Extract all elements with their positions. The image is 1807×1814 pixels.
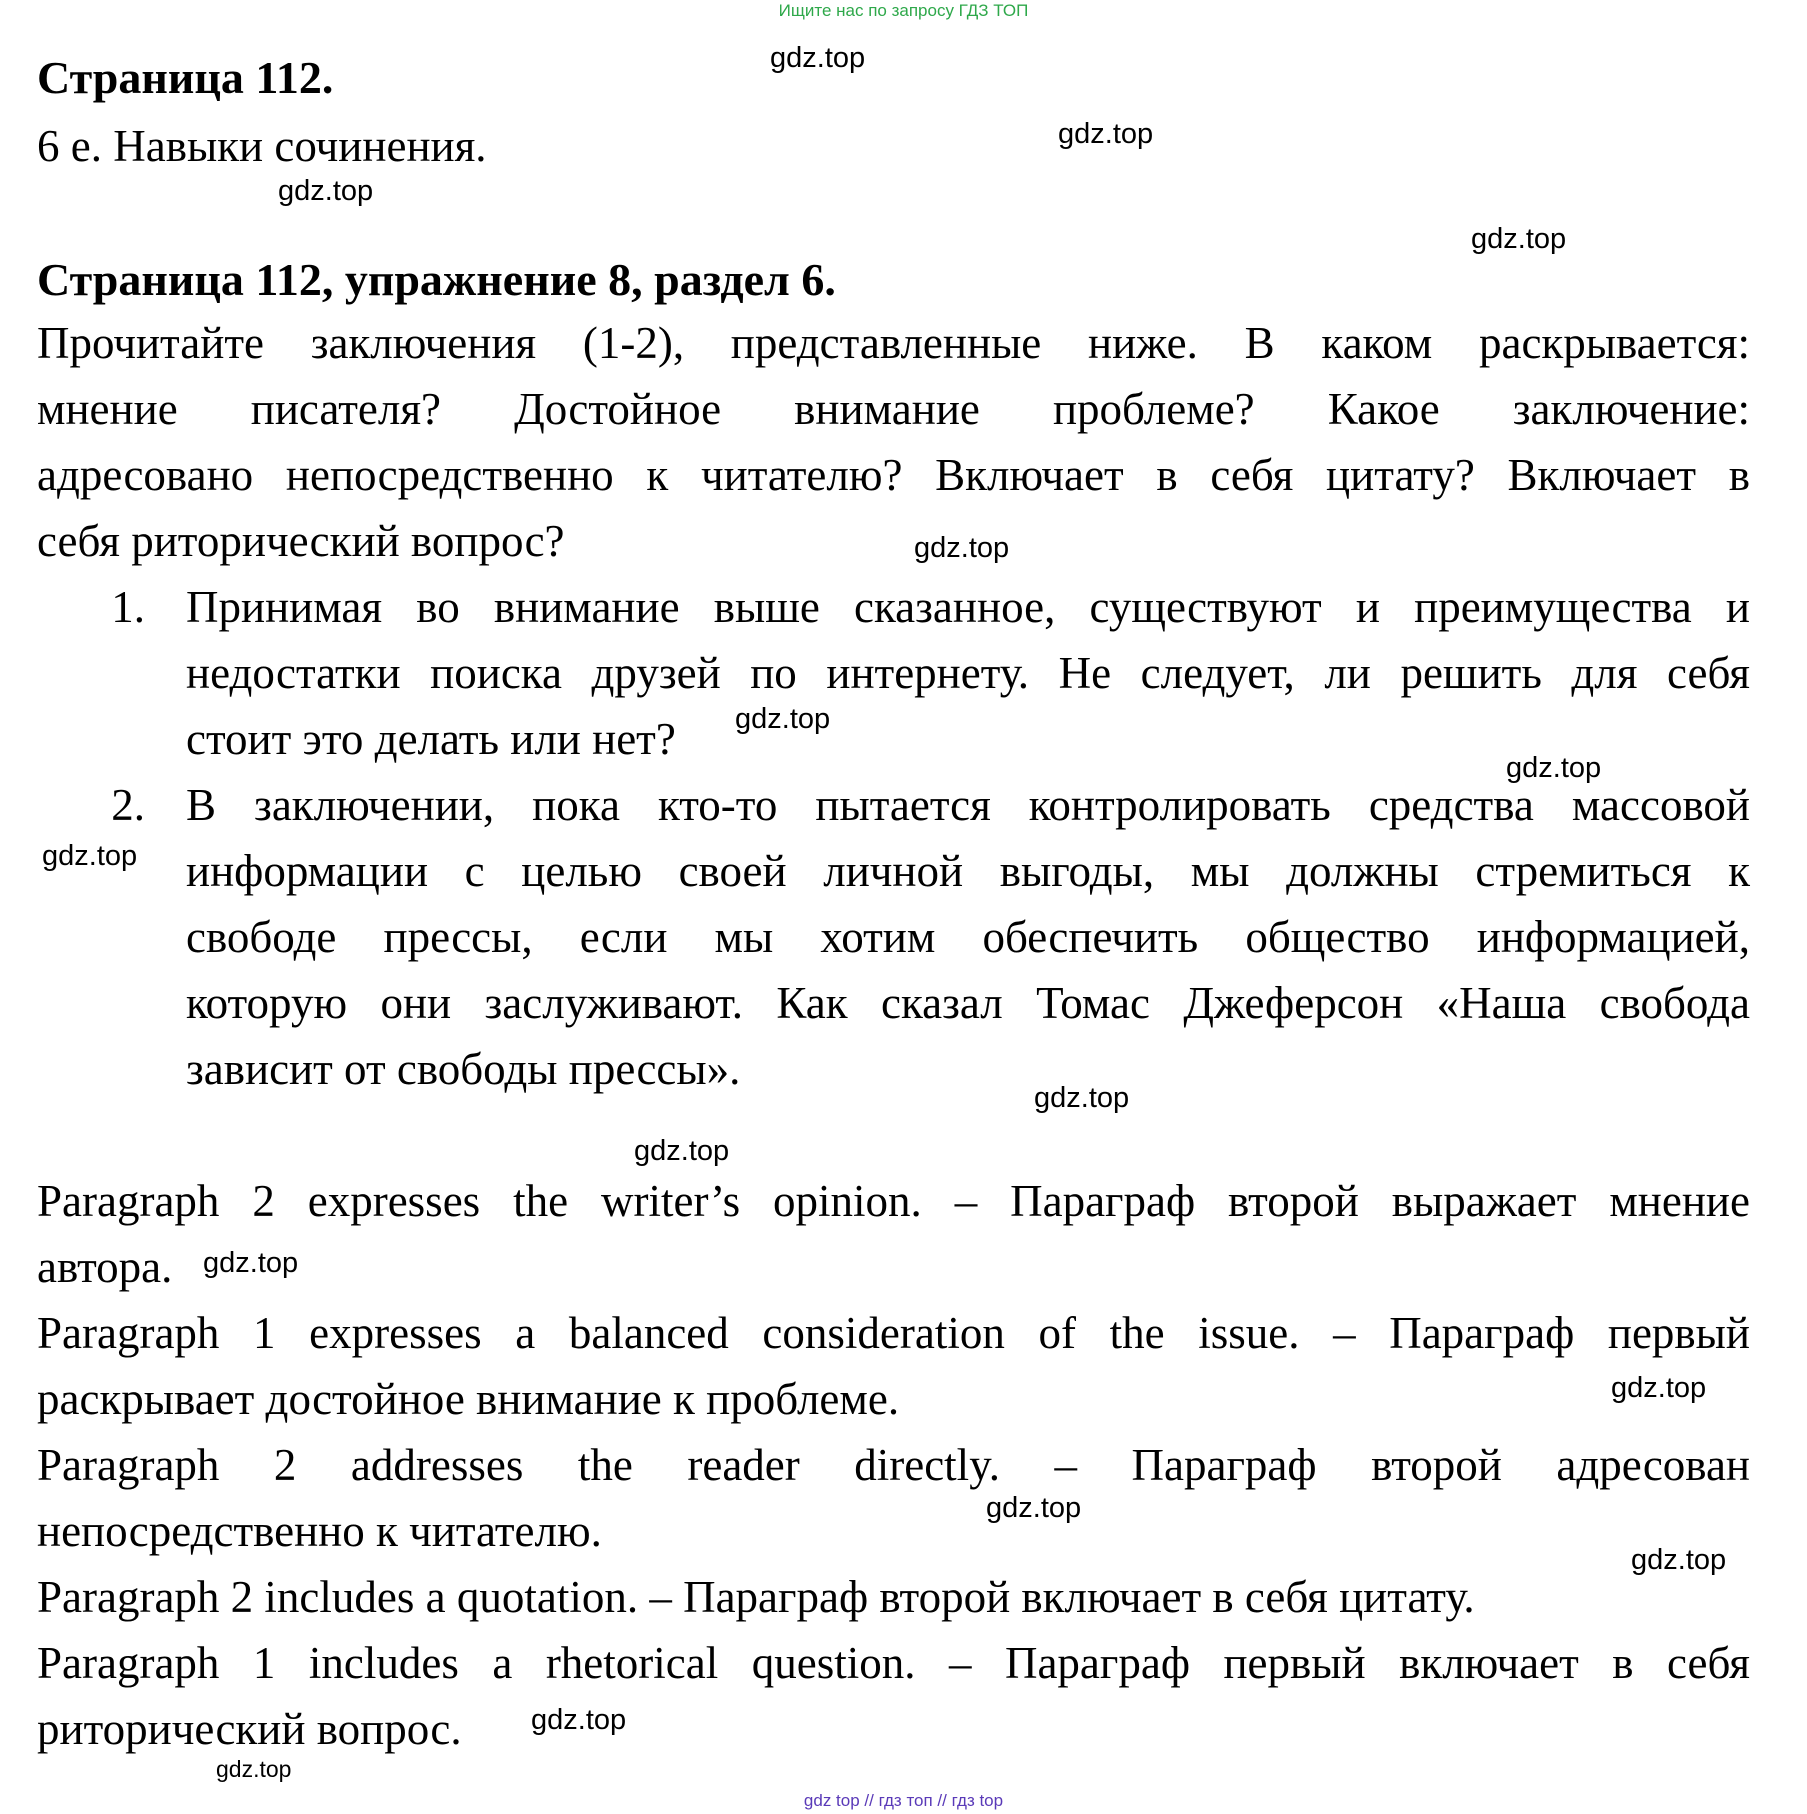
watermark: gdz.top [216,1756,292,1782]
list-item-line: Принимая во внимание выше сказанное, существуют и преимущества и [186,582,1750,632]
answer-line: Paragraph 2 addresses the reader directly. – Параграф второй адресован [37,1440,1750,1490]
answer-line: Paragraph 2 expresses the writer’s opinion. – Параграф второй выражает мнение [37,1176,1750,1226]
list-item-number: 2. [111,780,145,830]
watermark: gdz.top [634,1135,730,1167]
watermark: gdz.top [1471,223,1567,255]
task-line: мнение писателя? Достойное внимание проблеме? Какое заключение: [37,384,1750,434]
section-subheading: 6 е. Навыки сочинения. [37,121,487,171]
answer-line: Paragraph 2 includes a quotation. – Параграф второй включает в себя цитату. [37,1572,1475,1622]
watermark: gdz.top [42,840,138,872]
watermark: gdz.top [203,1247,299,1279]
answer-line: риторический вопрос. [37,1704,462,1754]
answer-line: Paragraph 1 expresses a balanced consideration of the issue. – Параграф первый [37,1308,1750,1358]
watermark: gdz.top [914,532,1010,564]
watermark: gdz.top [1058,118,1154,150]
watermark: gdz.top [1034,1082,1130,1114]
list-item-line: свободе прессы, если мы хотим обеспечить общество информацией, [186,912,1750,962]
task-line: адресовано непосредственно к читателю? Включает в себя цитату? Включает в [37,450,1750,500]
top-banner[interactable]: Ищите нас по запросу ГДЗ ТОП [778,1,1029,20]
answer-line: раскрывает достойное внимание к проблеме. [37,1374,900,1424]
answer-line: автора. [37,1242,173,1292]
watermark: gdz.top [986,1492,1082,1524]
list-item-line: недостатки поиска друзей по интернету. Не следует, ли решить для себя [186,648,1750,698]
task-line: Прочитайте заключения (1-2), представленные ниже. В каком раскрывается: [37,318,1750,368]
answer-line: Paragraph 1 includes a rhetorical question. – Параграф первый включает в себя [37,1638,1750,1688]
list-item-line: стоит это делать или нет? [186,714,676,764]
exercise-heading: Страница 112, упражнение 8, раздел 6. [37,254,836,305]
footer-links[interactable]: gdz top // гдз топ // гдз top [803,1791,1004,1810]
answer-line: непосредственно к читателю. [37,1506,602,1556]
watermark: gdz.top [531,1704,627,1736]
watermark: gdz.top [770,42,866,74]
list-item-number: 1. [111,582,145,632]
task-line: себя риторический вопрос? [37,516,565,566]
list-item-line: информации с целью своей личной выгоды, мы должны стремиться к [186,846,1750,896]
page-heading: Страница 112. [37,52,334,103]
watermark: gdz.top [1611,1372,1707,1404]
list-item-line: В заключении, пока кто-то пытается контролировать средства массовой [186,780,1750,830]
watermark: gdz.top [278,175,374,207]
watermark: gdz.top [1506,752,1602,784]
list-item-line: которую они заслуживают. Как сказал Томас Джеферсон «Наша свобода [186,978,1750,1028]
list-item-line: зависит от свободы прессы». [186,1044,741,1094]
watermark: gdz.top [1631,1544,1727,1576]
watermark: gdz.top [735,703,831,735]
